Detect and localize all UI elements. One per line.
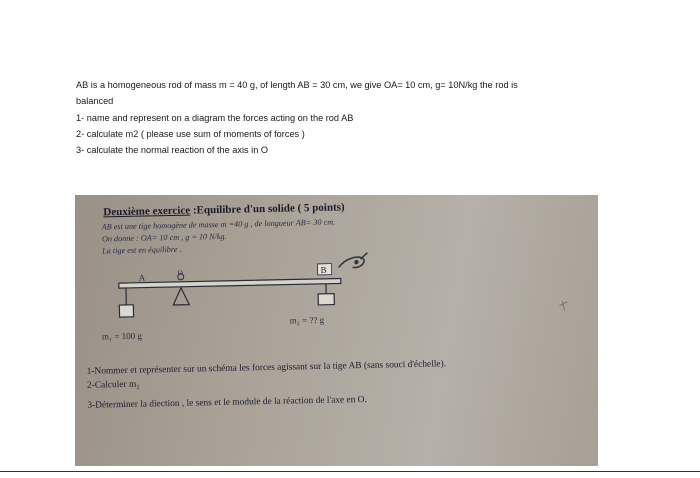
question-item-2: 2- calculate m2 ( please use sum of moments of forces ) — [76, 128, 305, 139]
stray-mark — [559, 301, 567, 311]
question-text — [76, 77, 636, 158]
mass-m1 — [119, 305, 133, 317]
question-line: balanced — [76, 96, 114, 107]
scribble-dot — [354, 260, 358, 264]
exercise-title-suffix: :Equilibre d'un solide ( 5 points) — [190, 201, 345, 217]
label-a: A — [138, 272, 146, 283]
label-m1: m₁ = 100 g — [101, 330, 143, 342]
rod-diagram — [75, 195, 598, 466]
bottom-divider — [0, 471, 700, 472]
label-o: O — [177, 268, 183, 277]
exercise-line: AB est une tige homogène de masse m =40 g , de longueur AB= 30 cm. — [101, 217, 336, 232]
scribble-mark — [338, 253, 367, 268]
rod-ab — [119, 278, 341, 288]
label-b: B — [320, 264, 327, 275]
label-m2: m₂ = ?? g — [289, 314, 325, 326]
exercise-photo — [75, 195, 598, 466]
pivot-triangle — [173, 288, 189, 305]
exercise-item-3: 3-Déterminer la diection , le sens et le module de la réaction de l'axe en O. — [87, 394, 367, 411]
mass-m2 — [318, 294, 334, 305]
question-item-3: 3- calculate the normal reaction of the axis in O — [76, 145, 269, 156]
exercise-title-prefix: Deuxième exercice — [103, 204, 191, 219]
question-line: AB is a homogeneous rod of mass m = 40 g, of length AB = 30 cm, we give OA= 10 cm, g= 10N/kg the rod is — [76, 80, 518, 90]
question-item-1: 1- name and represent on a diagram the forces acting on the rod AB — [76, 112, 354, 123]
exercise-line: La tige est en équilibre . — [102, 244, 182, 256]
exercise-item-2: 2-Calculer m₂ — [86, 379, 140, 391]
exercise-item-1: 1-Nommer et représenter sur un schéma les forces agissant sur la tige AB (sans souci d'échelle). — [86, 359, 447, 377]
exercise-line: On donne : OA= 10 cm , g = 10 N/kg. — [101, 231, 227, 244]
